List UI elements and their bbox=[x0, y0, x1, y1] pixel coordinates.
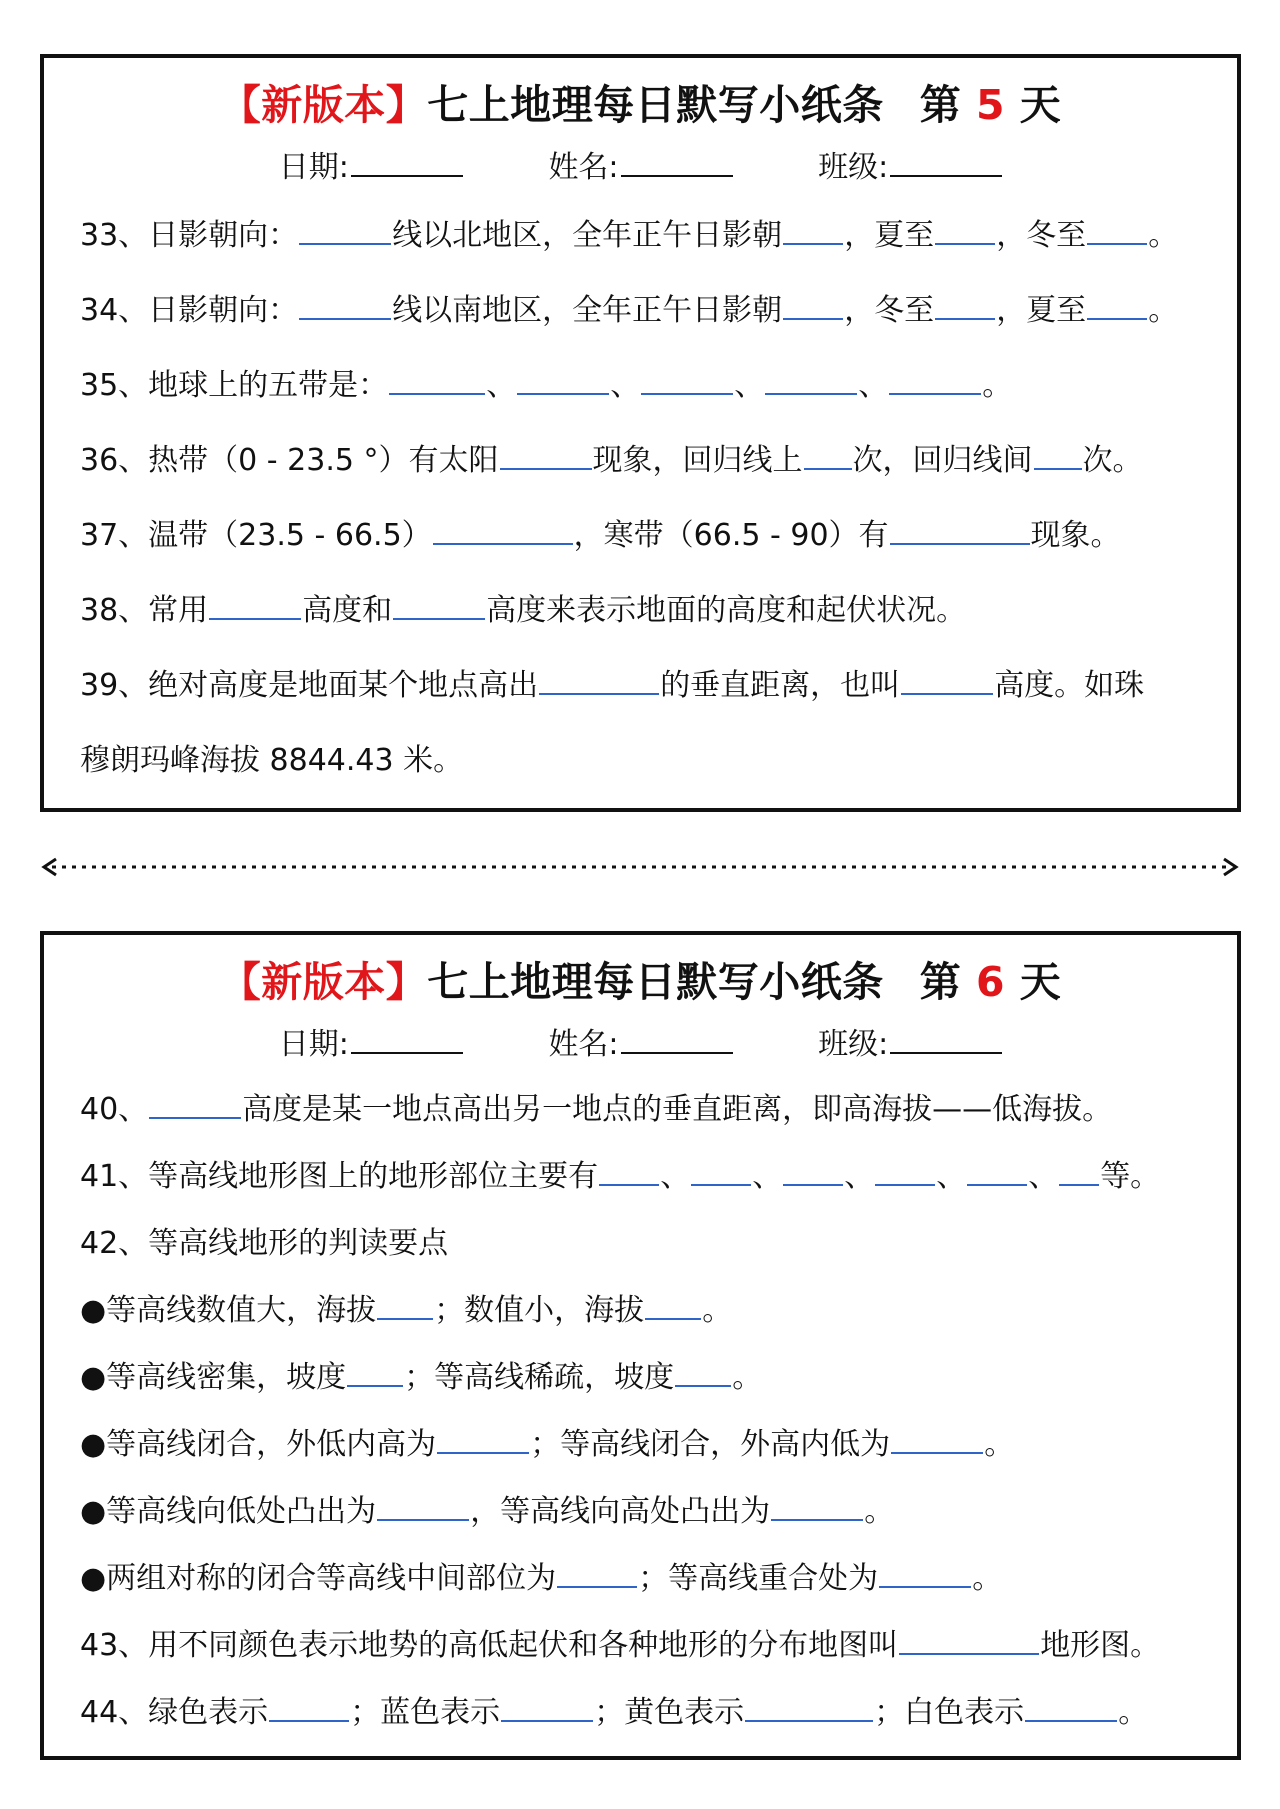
point-bulge bbox=[80, 1492, 894, 1532]
q-text: ●等高线密集，坡度 bbox=[80, 1360, 347, 1395]
q-text: 高度。如珠 bbox=[994, 668, 1145, 703]
answer-blank[interactable] bbox=[517, 367, 609, 395]
q-text: 40、 bbox=[80, 1092, 149, 1127]
answer-blank[interactable] bbox=[599, 1158, 659, 1186]
answer-blank[interactable] bbox=[891, 1426, 983, 1454]
answer-blank[interactable] bbox=[691, 1158, 751, 1186]
q-text: ；数值小，海拔 bbox=[434, 1293, 645, 1328]
date-label: 日期: bbox=[278, 150, 349, 185]
card-title bbox=[44, 72, 1237, 131]
answer-blank[interactable] bbox=[389, 367, 485, 395]
answer-blank[interactable] bbox=[539, 667, 659, 695]
q-text: ；黄色表示 bbox=[594, 1695, 745, 1730]
q-text: 、 bbox=[752, 1159, 783, 1194]
worksheet-card-day5 bbox=[40, 54, 1241, 812]
point-closed-contour bbox=[80, 1425, 1014, 1465]
q-text: ，冬至 bbox=[996, 218, 1087, 253]
answer-blank[interactable] bbox=[645, 1292, 701, 1320]
q-text: 42、等高线地形的判读要点 bbox=[80, 1226, 449, 1261]
q-text: 。 bbox=[984, 1427, 1015, 1462]
question-33 bbox=[80, 216, 1178, 256]
q-text: 、 bbox=[1028, 1159, 1059, 1194]
answer-blank[interactable] bbox=[745, 1694, 873, 1722]
q-text: 。 bbox=[864, 1494, 895, 1529]
answer-blank[interactable] bbox=[1059, 1158, 1099, 1186]
q-text: ；等高线闭合，外高内低为 bbox=[530, 1427, 891, 1462]
q-text: 现象，回归线上 bbox=[592, 443, 803, 478]
point-slope bbox=[80, 1358, 762, 1398]
q-text: ；蓝色表示 bbox=[350, 1695, 501, 1730]
q-text: 次，回归线间 bbox=[852, 443, 1033, 478]
title-day-unit: 天 bbox=[1019, 958, 1062, 1006]
title-day-number: 6 bbox=[975, 958, 1006, 1006]
q-text: ，夏至 bbox=[996, 293, 1087, 328]
q-text: 。 bbox=[1148, 293, 1179, 328]
name-label: 姓名: bbox=[548, 1027, 619, 1062]
class-field[interactable] bbox=[890, 174, 1002, 177]
answer-blank[interactable] bbox=[393, 592, 485, 620]
answer-blank[interactable] bbox=[1034, 442, 1082, 470]
q-text: 。 bbox=[1148, 218, 1179, 253]
q-text: 地形图。 bbox=[1040, 1628, 1161, 1663]
answer-blank[interactable] bbox=[500, 442, 592, 470]
answer-blank[interactable] bbox=[783, 1158, 843, 1186]
q-text: 穆朗玛峰海拔 8844.43 米。 bbox=[80, 743, 464, 778]
q-text: 、 bbox=[486, 368, 517, 403]
answer-blank[interactable] bbox=[377, 1493, 469, 1521]
answer-blank[interactable] bbox=[771, 1493, 863, 1521]
answer-blank[interactable] bbox=[879, 1560, 971, 1588]
answer-blank[interactable] bbox=[299, 292, 391, 320]
answer-blank[interactable] bbox=[783, 217, 843, 245]
q-text: 、 bbox=[858, 368, 889, 403]
question-43 bbox=[80, 1626, 1160, 1666]
q-text: 线以北地区，全年正午日影朝 bbox=[392, 218, 783, 253]
answer-blank[interactable] bbox=[875, 1158, 935, 1186]
q-text: 次。 bbox=[1082, 443, 1143, 478]
q-text: 线以南地区，全年正午日影朝 bbox=[392, 293, 783, 328]
class-field[interactable] bbox=[890, 1051, 1002, 1054]
q-text: 。 bbox=[982, 368, 1013, 403]
q-text: 34、日影朝向： bbox=[80, 293, 299, 328]
q-text: 的垂直距离，也叫 bbox=[660, 668, 901, 703]
title-main: 七上地理每日默写小纸条 bbox=[427, 81, 884, 129]
q-text: ，寒带（66.5 - 90）有 bbox=[573, 518, 889, 553]
question-40 bbox=[80, 1090, 1112, 1130]
answer-blank[interactable] bbox=[269, 1694, 349, 1722]
answer-blank[interactable] bbox=[765, 367, 857, 395]
worksheet-card-day6 bbox=[40, 931, 1241, 1760]
q-text: 。 bbox=[702, 1293, 733, 1328]
q-text: 35、地球上的五带是： bbox=[80, 368, 389, 403]
q-text: 。 bbox=[972, 1561, 1003, 1596]
q-text: 。 bbox=[1118, 1695, 1149, 1730]
question-35 bbox=[80, 366, 1012, 406]
card-title bbox=[44, 949, 1237, 1008]
title-prefix: 【新版本】 bbox=[219, 958, 428, 1006]
q-text: 43、用不同颜色表示地势的高低起伏和各种地形的分布地图叫 bbox=[80, 1628, 899, 1663]
answer-blank[interactable] bbox=[783, 292, 843, 320]
answer-blank[interactable] bbox=[209, 592, 301, 620]
question-36 bbox=[80, 441, 1143, 481]
answer-blank[interactable] bbox=[437, 1426, 529, 1454]
answer-blank[interactable] bbox=[1087, 217, 1147, 245]
q-text: 、 bbox=[734, 368, 765, 403]
date-field[interactable] bbox=[351, 1051, 463, 1054]
question-37 bbox=[80, 516, 1121, 556]
name-field[interactable] bbox=[621, 174, 733, 177]
answer-blank[interactable] bbox=[889, 367, 981, 395]
q-text: 现象。 bbox=[1030, 518, 1121, 553]
answer-blank[interactable] bbox=[804, 442, 852, 470]
answer-blank[interactable] bbox=[1087, 292, 1147, 320]
answer-blank[interactable] bbox=[901, 667, 993, 695]
answer-blank[interactable] bbox=[899, 1627, 1039, 1655]
name-label: 姓名: bbox=[548, 150, 619, 185]
q-text: ；白色表示 bbox=[874, 1695, 1025, 1730]
q-text: 33、日影朝向： bbox=[80, 218, 299, 253]
q-text: ●等高线向低处凸出为 bbox=[80, 1494, 377, 1529]
answer-blank[interactable] bbox=[557, 1560, 637, 1588]
question-44 bbox=[80, 1693, 1148, 1733]
question-34 bbox=[80, 291, 1178, 331]
q-text: 39、绝对高度是地面某个地点高出 bbox=[80, 668, 539, 703]
title-main: 七上地理每日默写小纸条 bbox=[427, 958, 884, 1006]
title-prefix: 【新版本】 bbox=[219, 81, 428, 129]
cut-line-divider bbox=[40, 857, 1240, 877]
q-text: ●两组对称的闭合等高线中间部位为 bbox=[80, 1561, 557, 1596]
answer-blank[interactable] bbox=[967, 1158, 1027, 1186]
answer-blank[interactable] bbox=[935, 217, 995, 245]
q-text: ●等高线闭合，外低内高为 bbox=[80, 1427, 437, 1462]
class-label: 班级: bbox=[818, 150, 889, 185]
answer-blank[interactable] bbox=[675, 1359, 731, 1387]
q-text: 44、绿色表示 bbox=[80, 1695, 269, 1730]
q-text: 、 bbox=[844, 1159, 875, 1194]
q-text: ，等高线向高处凸出为 bbox=[470, 1494, 771, 1529]
q-text: 36、热带（0 - 23.5 °）有太阳 bbox=[80, 443, 499, 478]
q-text: 等。 bbox=[1100, 1159, 1161, 1194]
q-text: 38、常用 bbox=[80, 593, 209, 628]
answer-blank[interactable] bbox=[433, 517, 573, 545]
q-text: 高度是某一地点高出另一地点的垂直距离，即高海拔——低海拔。 bbox=[242, 1092, 1113, 1127]
title-day-word: 第 bbox=[919, 81, 962, 129]
title-day-word: 第 bbox=[919, 958, 962, 1006]
class-label: 班级: bbox=[818, 1027, 889, 1062]
date-field[interactable] bbox=[351, 174, 463, 177]
q-text: 、 bbox=[936, 1159, 967, 1194]
answer-blank[interactable] bbox=[1025, 1694, 1117, 1722]
q-text: 高度来表示地面的高度和起伏状况。 bbox=[486, 593, 967, 628]
q-text: ；等高线重合处为 bbox=[638, 1561, 879, 1596]
name-field[interactable] bbox=[621, 1051, 733, 1054]
q-text: 41、等高线地形图上的地形部位主要有 bbox=[80, 1159, 599, 1194]
date-label: 日期: bbox=[278, 1027, 349, 1062]
question-42 bbox=[80, 1224, 448, 1264]
answer-blank[interactable] bbox=[935, 292, 995, 320]
q-text: ，夏至 bbox=[844, 218, 935, 253]
question-41 bbox=[80, 1157, 1160, 1197]
point-altitude bbox=[80, 1291, 732, 1331]
q-text: 37、温带（23.5 - 66.5） bbox=[80, 518, 432, 553]
answer-blank[interactable] bbox=[149, 1091, 241, 1119]
title-day-number: 5 bbox=[975, 81, 1006, 129]
q-text: 、 bbox=[660, 1159, 691, 1194]
answer-blank[interactable] bbox=[377, 1292, 433, 1320]
answer-blank[interactable] bbox=[501, 1694, 593, 1722]
answer-blank[interactable] bbox=[299, 217, 391, 245]
answer-blank[interactable] bbox=[641, 367, 733, 395]
q-text: ，冬至 bbox=[844, 293, 935, 328]
answer-blank[interactable] bbox=[347, 1359, 403, 1387]
question-38 bbox=[80, 591, 966, 631]
q-text: 、 bbox=[610, 368, 641, 403]
answer-blank[interactable] bbox=[890, 517, 1030, 545]
meta-row bbox=[44, 1019, 1237, 1063]
q-text: 高度和 bbox=[302, 593, 393, 628]
meta-row bbox=[44, 142, 1237, 186]
question-39 bbox=[80, 666, 1144, 706]
q-text: ；等高线稀疏，坡度 bbox=[404, 1360, 675, 1395]
q-text: ●等高线数值大，海拔 bbox=[80, 1293, 377, 1328]
point-saddle-cliff bbox=[80, 1559, 1002, 1599]
question-39-cont bbox=[80, 741, 463, 781]
title-day-unit: 天 bbox=[1019, 81, 1062, 129]
q-text: 。 bbox=[732, 1360, 763, 1395]
